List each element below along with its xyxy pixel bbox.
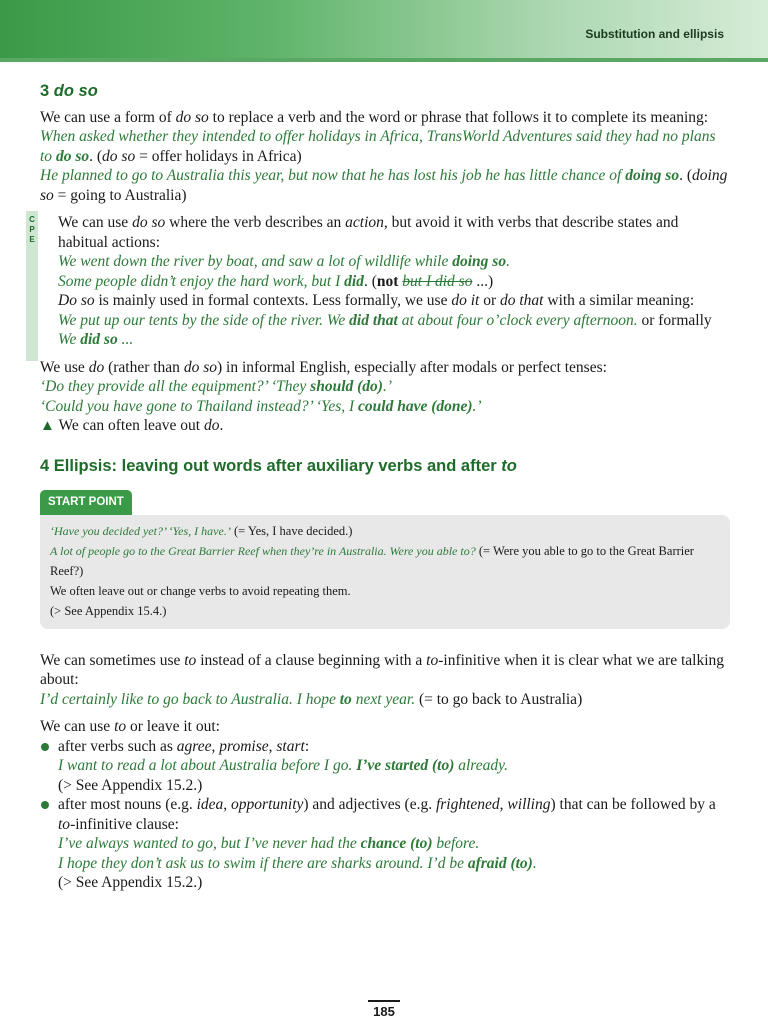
start-point-box xyxy=(40,490,730,629)
header-rule xyxy=(0,58,768,62)
cpe-tag: C P E xyxy=(29,215,35,244)
s3-example-1: When asked whether they intended to offer holidays in Africa, TransWorld Adventures said they had no plans to do so. (do so = offer holidays in Africa) xyxy=(40,128,716,165)
bullet-icon xyxy=(41,801,49,809)
s3-para-3: Do so is mainly used in formal contexts. Less formally, we use do it or do that with a similar meaning: xyxy=(58,292,695,309)
s3-para-4: We use do (rather than do so) in informal English, especially after modals or perfect tenses: xyxy=(40,358,607,376)
warning-icon: ▲ xyxy=(40,418,55,434)
cpe-block xyxy=(29,213,730,350)
s4-para-1: We can sometimes use to instead of a clause beginning with a to-infinitive when it is clear what we are talking about: xyxy=(40,651,725,688)
running-head: Substitution and ellipsis xyxy=(585,27,724,41)
s3-example-5: We put up our tents by the side of the river. We did that at about four o’clock every afternoon. or formally We did so ... xyxy=(58,311,712,348)
s3-intro: We can use a form of do so to replace a verb and the word or phrase that follows it to complete its meaning: xyxy=(40,108,709,126)
section-4-heading: 4 Ellipsis: leaving out words after auxiliary verbs and after to xyxy=(40,456,517,475)
page-content xyxy=(29,82,730,893)
s3-example-4: Some people didn’t enjoy the hard work, but I did. (not but I did so ...) xyxy=(58,272,494,290)
s3-para-2: We can use do so where the verb describes an action, but avoid it with verbs that describe states and habitual actions: xyxy=(58,214,679,251)
start-point-content: ‘Have you decided yet?’ ‘Yes, I have.’ (= Yes, I have decided.) A lot of people go to the Great Barrier Reef when they’re in Australia. Were you able to? (= Were you able to go to the Great Barrier Reef?) We often leave out or change verbs to avoid repeating them. (> See Appendix 15.4.) xyxy=(40,515,730,629)
bullet-item: after verbs such as agree, promise, start: I want to read a lot about Australia before I go. I’ve started (to) already. (> See Appendix 15.2.) xyxy=(40,737,730,796)
s3-warning: ▲ We can often leave out do. xyxy=(40,417,224,434)
s4-example-1: I’d certainly like to go back to Australia. I hope to next year. (= to go back to Australia) xyxy=(40,690,583,708)
bullet-icon xyxy=(41,743,49,751)
start-point-tab: START POINT xyxy=(40,490,132,515)
s3-example-2: He planned to go to Australia this year, but now that he has lost his job he has little chance of doing so. (doing so = going to Australia) xyxy=(40,167,728,204)
bullet-item: after most nouns (e.g. idea, opportunity) and adjectives (e.g. frightened, willing) that can be followed by a to-infinitive clause: I’ve always wanted to go, but I’ve never had the chance (to) before. I hope they don’t ask us to swim if there are sharks around. I’d be afraid (to). (> See Appendix 15.2.) xyxy=(40,795,730,893)
s4-para-2: We can use to or leave it out: xyxy=(40,718,220,735)
section-3-heading: 3 do so xyxy=(40,82,98,100)
s3-example-6: ‘Do they provide all the equipment?’ ‘They should (do).’ xyxy=(40,378,392,395)
s3-example-7: ‘Could you have gone to Thailand instead?’ ‘Yes, I could have (done).’ xyxy=(40,397,482,415)
s3-example-3: We went down the river by boat, and saw a lot of wildlife while doing so. xyxy=(58,253,510,270)
page-number: 185 xyxy=(368,1000,400,1019)
